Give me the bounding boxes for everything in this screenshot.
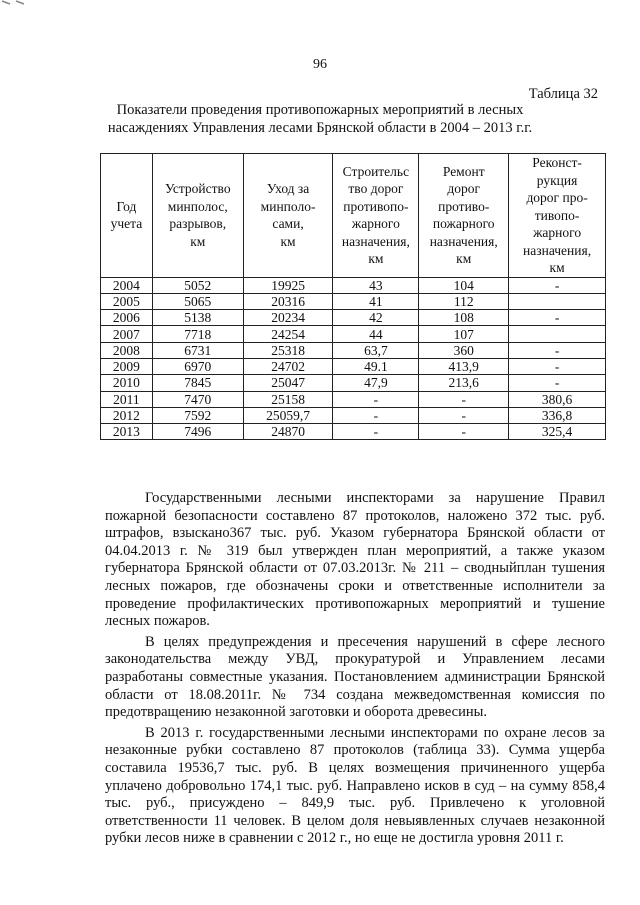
table-cell: 20316 <box>243 293 333 309</box>
table-cell: 42 <box>333 310 419 326</box>
table-cell: 7845 <box>152 375 243 391</box>
table-cell: 5052 <box>152 277 243 293</box>
table-cell: 24870 <box>243 424 333 440</box>
table-row <box>101 277 606 293</box>
table-cell: 49.1 <box>333 358 419 374</box>
table-cell: 104 <box>419 277 509 293</box>
column-header-line: минполо- <box>260 198 316 214</box>
table-cell: 5138 <box>152 310 243 326</box>
column-header-line: Год <box>116 198 137 214</box>
table-row <box>101 326 606 342</box>
table-cell: - <box>333 391 419 407</box>
table-header-row <box>101 154 606 278</box>
table-cell: 413,9 <box>419 358 509 374</box>
table-cell: 25059,7 <box>243 407 333 423</box>
paragraph: В целях предупреждения и пресечения нарушений в сфере лесного законодательства между УВД, прокуратурой и Управлением лесами разработаны совместные указания. Постановлением администрации Брянской области от 18.08.2011г. № 734 создана межведомственная комиссия по предотвращению незаконной заготовки и оборота древесины. <box>105 633 605 721</box>
column-header-line: тивопо- <box>534 207 580 223</box>
table-cell: - <box>509 358 606 374</box>
table-body <box>101 277 606 440</box>
table-cell: 7718 <box>152 326 243 342</box>
table-cell: 2010 <box>101 375 153 391</box>
table-caption <box>100 101 540 137</box>
table-row <box>101 293 606 309</box>
column-header-line: назначения, <box>429 233 498 249</box>
table-row <box>101 375 606 391</box>
table-cell: 47,9 <box>333 375 419 391</box>
column-header <box>243 154 333 278</box>
table-cell: 24254 <box>243 326 333 342</box>
column-header-line: Строительс <box>342 163 410 179</box>
table-cell: - <box>333 407 419 423</box>
table-cell: - <box>509 342 606 358</box>
table-cell: 213,6 <box>419 375 509 391</box>
table-row <box>101 407 606 423</box>
table-cell: 108 <box>419 310 509 326</box>
column-header-line: дорог про- <box>526 190 588 205</box>
column-header-line: назначения, <box>523 242 592 258</box>
column-header-line: Уход за <box>266 181 310 197</box>
column-header-line: противопо- <box>343 198 409 214</box>
table-cell: 2006 <box>101 310 153 326</box>
table-cell: 112 <box>419 293 509 309</box>
table-cell: 2007 <box>101 326 153 342</box>
table-cell: 7470 <box>152 391 243 407</box>
column-header-line: тво дорог <box>348 181 404 197</box>
column-header-line: разрывов, <box>169 216 227 232</box>
page-number: 96 <box>313 57 327 72</box>
table-caption-line: Показатели проведения противопожарных мероприятий в лесных <box>116 102 524 118</box>
column-header-line: пожарного <box>432 216 495 232</box>
table-cell <box>509 326 606 342</box>
table-cell: 6970 <box>152 358 243 374</box>
scan-corner-mark <box>0 0 30 6</box>
column-header-line: учета <box>110 216 143 232</box>
table-cell: 7592 <box>152 407 243 423</box>
table-cell: 107 <box>419 326 509 342</box>
table-cell: 20234 <box>243 310 333 326</box>
table-cell: - <box>509 310 606 326</box>
body-text <box>105 490 605 851</box>
table-cell: 360 <box>419 342 509 358</box>
table-cell: 325,4 <box>509 424 606 440</box>
table-cell: 2013 <box>101 424 153 440</box>
table-cell: - <box>509 277 606 293</box>
column-header <box>509 154 606 278</box>
column-header <box>101 154 153 278</box>
table-cell: 41 <box>333 293 419 309</box>
table-cell: - <box>509 375 606 391</box>
column-header-line: минполос, <box>167 198 228 214</box>
column-header <box>152 154 243 278</box>
table-cell: 19925 <box>243 277 333 293</box>
column-header <box>333 154 419 278</box>
column-header-line: противо- <box>438 198 490 214</box>
table-label: Таблица 32 <box>528 86 598 102</box>
table-cell: 2011 <box>101 391 153 407</box>
table-cell: 43 <box>333 277 419 293</box>
column-header-line: жарного <box>533 225 582 240</box>
table-cell: - <box>333 424 419 440</box>
fire-prevention-table <box>100 153 606 440</box>
column-header-line: км <box>190 233 206 249</box>
table-cell: 25047 <box>243 375 333 391</box>
column-header-line: дорог <box>447 181 481 197</box>
table-cell: - <box>419 424 509 440</box>
table-cell: 24702 <box>243 358 333 374</box>
paragraph: В 2013 г. государственными лесными инспекторами по охране лесов за незаконные рубки составлено 87 протоколов (таблица 33). Сумма ущерба составила 19536,7 тыс. руб. В целях возмещения причиненного ущерба уплачено добровольно 174,1 тыс. руб. Направлено исков в суд – на сумму 858,4 тыс. руб., присуждено – 849,9 тыс. руб. Привлечено к уголовной ответственности 11 человек. В целом доля невыявленных случаев незаконной рубки лесов ниже в сравнении с 2012 г., но еще не достигла уровня 2011 г. <box>105 724 605 847</box>
column-header-line: Реконст- <box>532 155 582 170</box>
table-cell: 63,7 <box>333 342 419 358</box>
table-caption-line: насаждениях Управления лесами Брянской области в 2004 – 2013 г.г. <box>107 120 533 136</box>
column-header-line: Устройство <box>164 181 231 197</box>
table-cell: - <box>419 407 509 423</box>
column-header <box>419 154 509 278</box>
table-cell: 25318 <box>243 342 333 358</box>
table-row <box>101 342 606 358</box>
table-cell: 6731 <box>152 342 243 358</box>
column-header-line: км <box>549 260 565 275</box>
table-cell: 2005 <box>101 293 153 309</box>
table-cell: 25158 <box>243 391 333 407</box>
table-row <box>101 391 606 407</box>
table-row <box>101 424 606 440</box>
column-header-line: сами, <box>272 216 304 232</box>
column-header-line: рукция <box>536 172 578 188</box>
table-cell: 44 <box>333 326 419 342</box>
table-cell: 2004 <box>101 277 153 293</box>
column-header-line: км <box>456 251 472 267</box>
table-cell: 2009 <box>101 358 153 374</box>
table-cell: 380,6 <box>509 391 606 407</box>
column-header-line: км <box>280 233 296 249</box>
table-row <box>101 310 606 326</box>
table-cell: 2008 <box>101 342 153 358</box>
table-row <box>101 358 606 374</box>
column-header-line: жарного <box>351 216 400 232</box>
table-cell: 7496 <box>152 424 243 440</box>
table-cell: 336,8 <box>509 407 606 423</box>
column-header-line: назначения, <box>341 233 410 249</box>
table-cell: 2012 <box>101 407 153 423</box>
table-cell: - <box>419 391 509 407</box>
paragraph: Государственными лесными инспекторами за нарушение Правил пожарной безопасности составлено 87 протоколов, наложено 372 тыс. руб. штрафов, взыскано367 тыс. руб. Указом губернатора Брянской области от 04.04.2013 г. № 319 был утвержден план мероприятий, а также указом губернатора Брянской области от 07.03.2013г. № 211 – сводныйплан тушения лесных пожаров, где обозначены сроки и ответственные исполнители за проведение профилактических противопожарных мероприятий и тушение лесных пожаров. <box>105 490 605 630</box>
table-cell <box>509 293 606 309</box>
table-cell: 5065 <box>152 293 243 309</box>
column-header-line: Ремонт <box>442 163 485 179</box>
column-header-line: км <box>368 251 384 267</box>
